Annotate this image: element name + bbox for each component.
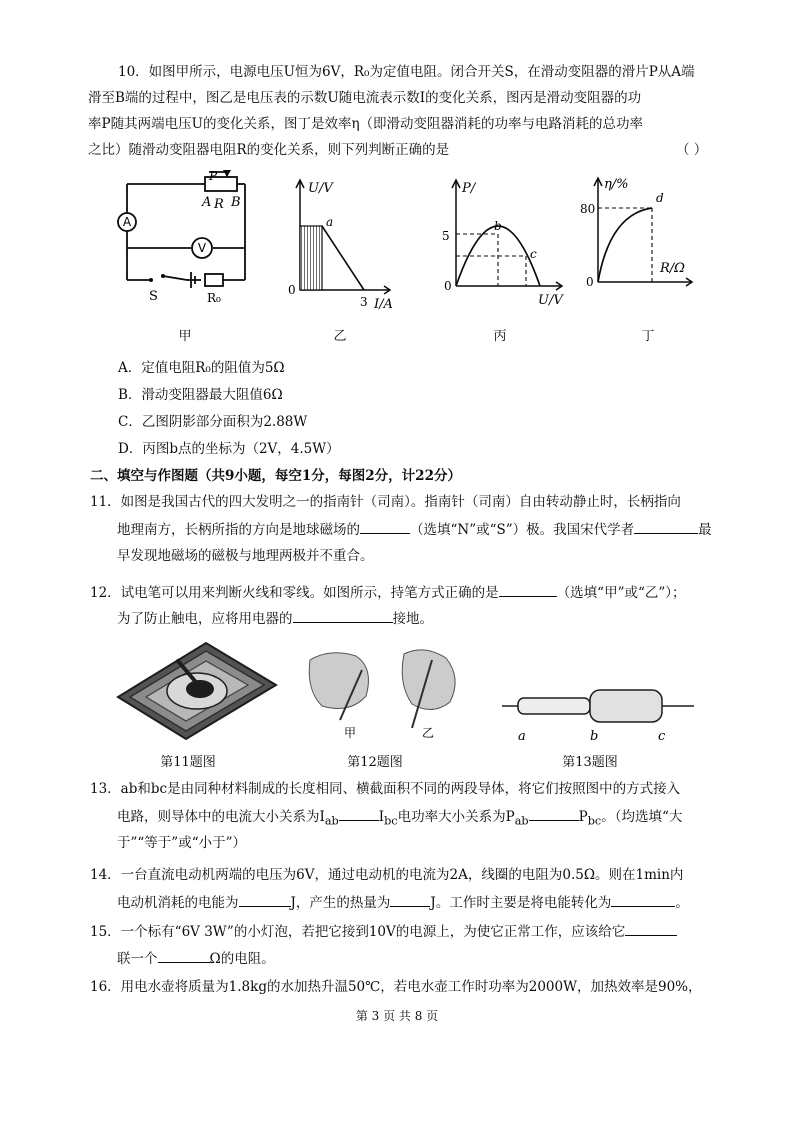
grip-yi-label: 乙 (422, 726, 435, 740)
voltmeter-label: V (197, 241, 207, 255)
yi-tick-x: 3 (360, 295, 368, 309)
q11-line-3: 早发现地磁场的磁极与地理两极并不重合。 (117, 548, 374, 564)
q14-line-2 (117, 892, 794, 913)
q11-line-1: 11．如图是我国古代的四大发明之一的指南针（司南）。指南针（司南）自由转动静止时，长柄指向 (90, 494, 681, 510)
ding-ylabel: η/% (604, 177, 629, 192)
bing-origin: 0 (444, 279, 452, 293)
q11-blank-2[interactable] (634, 519, 698, 534)
q12-text-c: 为了防止触电，应将用电器的 (117, 611, 293, 627)
q13-line-2 (117, 806, 794, 832)
page-footer: 第 3 页 共 8 页 (355, 1009, 439, 1023)
yi-ylabel: U/V (308, 181, 333, 196)
ding-origin: 0 (586, 275, 594, 289)
rheostat-label-R: R (214, 197, 224, 212)
q15-line-2 (117, 948, 794, 969)
graph-bing (430, 172, 570, 312)
r0-label: R₀ (207, 291, 221, 305)
option-d: D．丙图b点的坐标为（2V，4.5W） (118, 441, 340, 457)
caption-fig11: 第11题图 (160, 755, 216, 770)
q15-text-b: 联一个 (117, 951, 158, 967)
q14-text-c: J。工作时主要是将电能转化为 (430, 895, 612, 911)
graph-yi (280, 172, 395, 312)
slider-label-P: P (209, 169, 218, 183)
q12-line-1 (90, 582, 794, 603)
q12-blank-2[interactable] (293, 608, 393, 623)
q13-sub-ab: ab (324, 814, 339, 828)
q10-line-2: 滑至B端的过程中，图乙是电压表的示数U随电流表示数I的变化关系，图丙是滑动变阻器的功 (88, 90, 642, 106)
q13-sub-bc: bc (384, 814, 398, 828)
caption-fig13: 第13题图 (562, 755, 618, 770)
graph-ding (580, 170, 700, 300)
q12-blank-1[interactable] (499, 582, 557, 597)
ding-xlabel: R/Ω (660, 261, 685, 276)
q14-blank-3[interactable] (611, 892, 675, 907)
ammeter-label: A (122, 215, 132, 229)
q12-text-b: （选填“甲”或“乙”）； (556, 585, 686, 601)
q13-text-c: 电功率大小关系为P (397, 809, 515, 825)
q14-blank-2[interactable] (390, 892, 430, 907)
shaded-area (300, 226, 322, 290)
q14-blank-1[interactable] (239, 892, 291, 907)
q13-text-e: 。（均选填“大 (601, 809, 683, 825)
ding-tick-y: 80 (580, 202, 596, 216)
option-a: A．定值电阻R₀的阻值为5Ω (118, 360, 285, 376)
spoon-bowl (186, 680, 214, 698)
point-b: b (590, 729, 599, 744)
point-a: a (518, 729, 526, 744)
q12-text-a: 12．试电笔可以用来判断火线和零线。如图所示，持笔方式正确的是 (90, 585, 499, 601)
ding-point-d: d (656, 191, 664, 205)
option-c: C．乙图阴影部分面积为2.88W (118, 414, 308, 430)
q16-line-1: 16．用电水壶将质量为1.8kg的水加热升温50℃，若电水壶工作时功率为2000W，加热效率是90%， (90, 979, 702, 995)
q11-text-b: （选填“N”或“S”）极。我国宋代学者 (410, 522, 635, 538)
caption-ding: 丁 (641, 329, 655, 344)
section-heading: 二、填空与作图题（共9小题，每空1分，每图2分，计22分） (90, 468, 461, 484)
q10-line-1: 10．如图甲所示，电源电压U恒为6V，R₀为定值电阻。闭合开关S，在滑动变阻器的滑片P从A端 (118, 64, 695, 80)
q13-line-1: 13．ab和bc是由同种材料制成的长度相同、横截面积不同的两段导体，将它们按照图中的方式接入 (90, 781, 681, 797)
q10-line-4: 之比）随滑动变阻器电阻R的变化关系，则下列判断正确的是 (88, 142, 450, 158)
caption-jia: 甲 (178, 329, 192, 344)
end-label-A: A (202, 195, 212, 210)
caption-fig12: 第12题图 (347, 755, 403, 770)
q15-line-1 (90, 921, 794, 942)
bing-point-c: c (530, 247, 537, 261)
q12-line-2 (117, 608, 794, 629)
conductor-image (498, 672, 698, 744)
answer-bracket: （ ） (676, 142, 708, 158)
q11-text-a: 地理南方，长柄所指的方向是地球磁场的 (117, 522, 360, 538)
q15-text-c: Ω的电阻。 (209, 951, 275, 967)
q13-blank-2[interactable] (529, 806, 579, 821)
bing-point-b: b (494, 219, 502, 233)
q11-line-2 (117, 519, 794, 540)
q14-text-a: 电动机消耗的电能为 (117, 895, 239, 911)
yi-origin: 0 (288, 283, 296, 297)
test-pen-images (300, 640, 480, 740)
q13-blank-1[interactable] (339, 806, 379, 821)
q14-text-b: J，产生的热量为 (290, 895, 391, 911)
q10-line-3: 率P随其两端电压U的变化关系，图丁是效率η（即滑动变阻器消耗的功率与电路消耗的总功率 (88, 116, 644, 132)
q13-sub-bc-2: bc (587, 814, 602, 828)
q14-text-d: 。 (675, 895, 689, 911)
yi-point-a: a (326, 215, 334, 229)
yi-xlabel: I/A (374, 297, 393, 312)
q15-blank-1[interactable] (625, 921, 677, 936)
option-b: B．滑动变阻器最大阻值6Ω (118, 387, 283, 403)
bing-tick-y: 5 (442, 229, 450, 243)
end-label-B: B (231, 195, 241, 210)
q13-line-3: 于”“等于”或“小于”） (117, 835, 247, 851)
q13-text-a: 电路，则导体中的电流大小关系为I (117, 809, 325, 825)
circuit-diagram-jia (105, 168, 265, 328)
sinan-compass-image (108, 635, 278, 745)
switch-label: S (149, 289, 158, 304)
q12-text-d: 接地。 (392, 611, 433, 627)
point-c: c (658, 729, 666, 744)
bing-ylabel: P/ (462, 181, 476, 196)
q13-text-b: I (378, 809, 385, 825)
q15-blank-2[interactable] (158, 948, 210, 963)
bing-xlabel: U/V (538, 293, 563, 308)
q14-line-1: 14．一台直流电动机两端的电压为6V，通过电动机的电流为2A，线圈的电阻为0.5Ω。则在1min内 (90, 867, 684, 883)
q15-text-a: 15．一个标有“6V 3W”的小灯泡，若把它接到10V的电源上，为使它正常工作，应该给它 (90, 924, 626, 940)
grip-jia-label: 甲 (344, 726, 357, 740)
q11-blank-1[interactable] (360, 519, 410, 534)
caption-yi: 乙 (333, 329, 347, 344)
caption-bing: 丙 (493, 329, 507, 344)
q11-text-c: 最 (698, 522, 712, 538)
q13-text-d: P (578, 809, 588, 825)
q13-sub-ab-2: ab (514, 814, 529, 828)
